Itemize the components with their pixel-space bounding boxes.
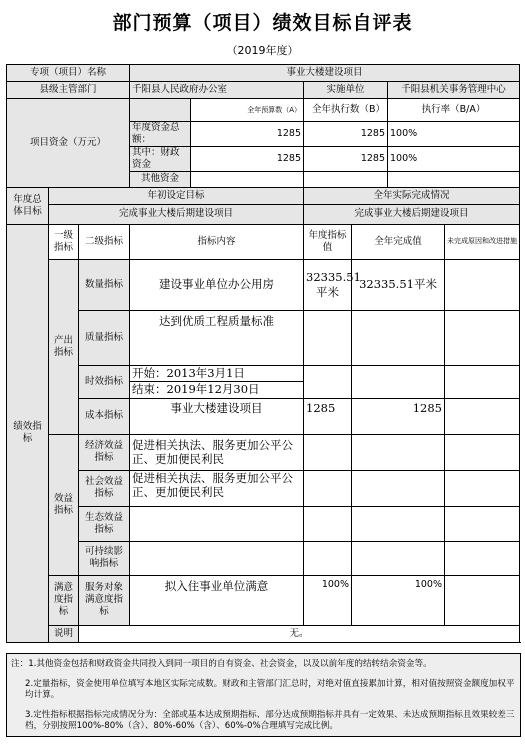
note-item: 注：1.其他资金包括和财政资金共同投入到同一项目的自有资金、社会资金，以及以前年度的结转结余资金等。 (11, 659, 432, 669)
funds-row-label: 年度资金总额： (130, 122, 191, 147)
annual-goal-label: 年度总体目标 (7, 187, 49, 224)
evaluation-table (6, 64, 520, 643)
header-level2: 二级指标 (79, 224, 130, 259)
indicators-section-label: 绩效指标 (7, 224, 49, 642)
note-item: 2.定量指标，资金使用单位填写本地区实际完成数。财政和主管部门汇总时，对绝对值直接累加计算，相对值按照资金额度加权平均计算。 (25, 678, 515, 701)
social-content: 促进相关执法、服务更加公平公正、更加便民利民 (130, 470, 304, 506)
timeliness-indicator-label: 时效指标 (79, 365, 130, 398)
cost-content: 事业大楼建设项目 (130, 398, 304, 434)
cost-actual-value: 1285 (352, 398, 445, 434)
page-title: 部门预算（项目）绩效目标自评表 (112, 12, 413, 34)
funds-row-rate: 100% (388, 146, 520, 171)
quality-indicator-label: 质量指标 (79, 310, 130, 365)
economic-indicator-label: 经济效益指标 (79, 434, 130, 470)
funds-row-budget (191, 171, 304, 187)
dept-label: 县级主管部门 (7, 82, 130, 99)
satisfaction-actual-value: 100% (352, 575, 445, 625)
funds-col-exec: 全年执行数（B） (304, 99, 388, 122)
quantity-actual-value: 32335.51平米 (352, 259, 445, 310)
satisfaction-content: 拟入住事业单位满意 (130, 575, 304, 625)
annual-goal-actual-value: 完成事业大楼后期建设项目 (304, 204, 520, 224)
header-reason: 未完成原因和改进措施 (445, 224, 520, 259)
notes-block (6, 653, 521, 737)
annual-goal-initial-value: 完成事业大楼后期建设项目 (49, 204, 304, 224)
funds-row-label: 其中：财政资金 (130, 146, 191, 171)
quantity-content: 建设事业单位办公用房 (130, 259, 304, 310)
satisfaction-indicator-label: 满意度指标 (49, 575, 79, 625)
project-name-label: 专项（项目）名称 (7, 65, 130, 82)
remark-label: 说明 (49, 625, 79, 642)
remark-value: 无。 (79, 625, 520, 642)
satisfaction-sub-label: 服务对象满意度指标 (79, 575, 130, 625)
satisfaction-annual-value: 100% (304, 575, 352, 625)
funds-row-rate: 100% (388, 122, 520, 147)
quantity-annual-value: 32335.51平米 (304, 259, 352, 310)
funds-label: 项目资金（万元） (7, 99, 130, 188)
economic-content: 促进相关执法、服务更加公平公正、更加便民利民 (130, 434, 304, 470)
funds-col-rate: 执行率（B/A） (388, 99, 520, 122)
funds-col-budget: 全年预算数（A） (191, 99, 304, 122)
quality-content: 达到优质工程质量标准 (130, 310, 304, 365)
dept-value: 千阳县人民政府办公室 (130, 82, 304, 99)
header-content: 指标内容 (130, 224, 304, 259)
funds-row-label: 其他资金 (130, 171, 191, 187)
output-indicator-label: 产出指标 (49, 259, 79, 434)
note-item: 3.定性指标根据指标完成情况分为：全部或基本达成预期指标、部分达成预期指标并具有一定效果、未达成预期指标且效果较差三档，分别按照100%-80%（含）、80%-60%（含）、60%-0%合理填写完成比例。 (25, 709, 515, 732)
funds-row-budget: 1285 (191, 146, 304, 171)
header-actual-value: 全年完成值 (352, 224, 445, 259)
social-indicator-label: 社会效益指标 (79, 470, 130, 506)
funds-row-exec: 1285 (304, 146, 388, 171)
project-name-value: 事业大楼建设项目 (130, 65, 520, 82)
funds-row-budget: 1285 (191, 122, 304, 147)
timeliness-start: 开始：2013年3月1日 (130, 365, 304, 381)
annual-goal-actual-header: 全年实际完成情况 (304, 187, 520, 204)
impl-unit-value: 千阳县机关事务管理中心 (388, 82, 520, 99)
timeliness-end: 结束：2019年12月30日 (130, 381, 304, 398)
header-level1: 一级指标 (49, 224, 79, 259)
impl-unit-label: 实施单位 (304, 82, 388, 99)
funds-row-exec: 1285 (304, 122, 388, 147)
ecological-indicator-label: 生态效益指标 (79, 506, 130, 541)
effect-indicator-label: 效益指标 (49, 434, 79, 575)
annual-goal-initial-header: 年初设定目标 (49, 187, 304, 204)
sustainable-indicator-label: 可持续影响指标 (79, 541, 130, 575)
header-annual-value: 年度指标值 (304, 224, 352, 259)
year-label: （2019年度） (226, 44, 299, 57)
quantity-indicator-label: 数量指标 (79, 259, 130, 310)
cost-indicator-label: 成本指标 (79, 398, 130, 434)
cost-annual-value: 1285 (304, 398, 352, 434)
